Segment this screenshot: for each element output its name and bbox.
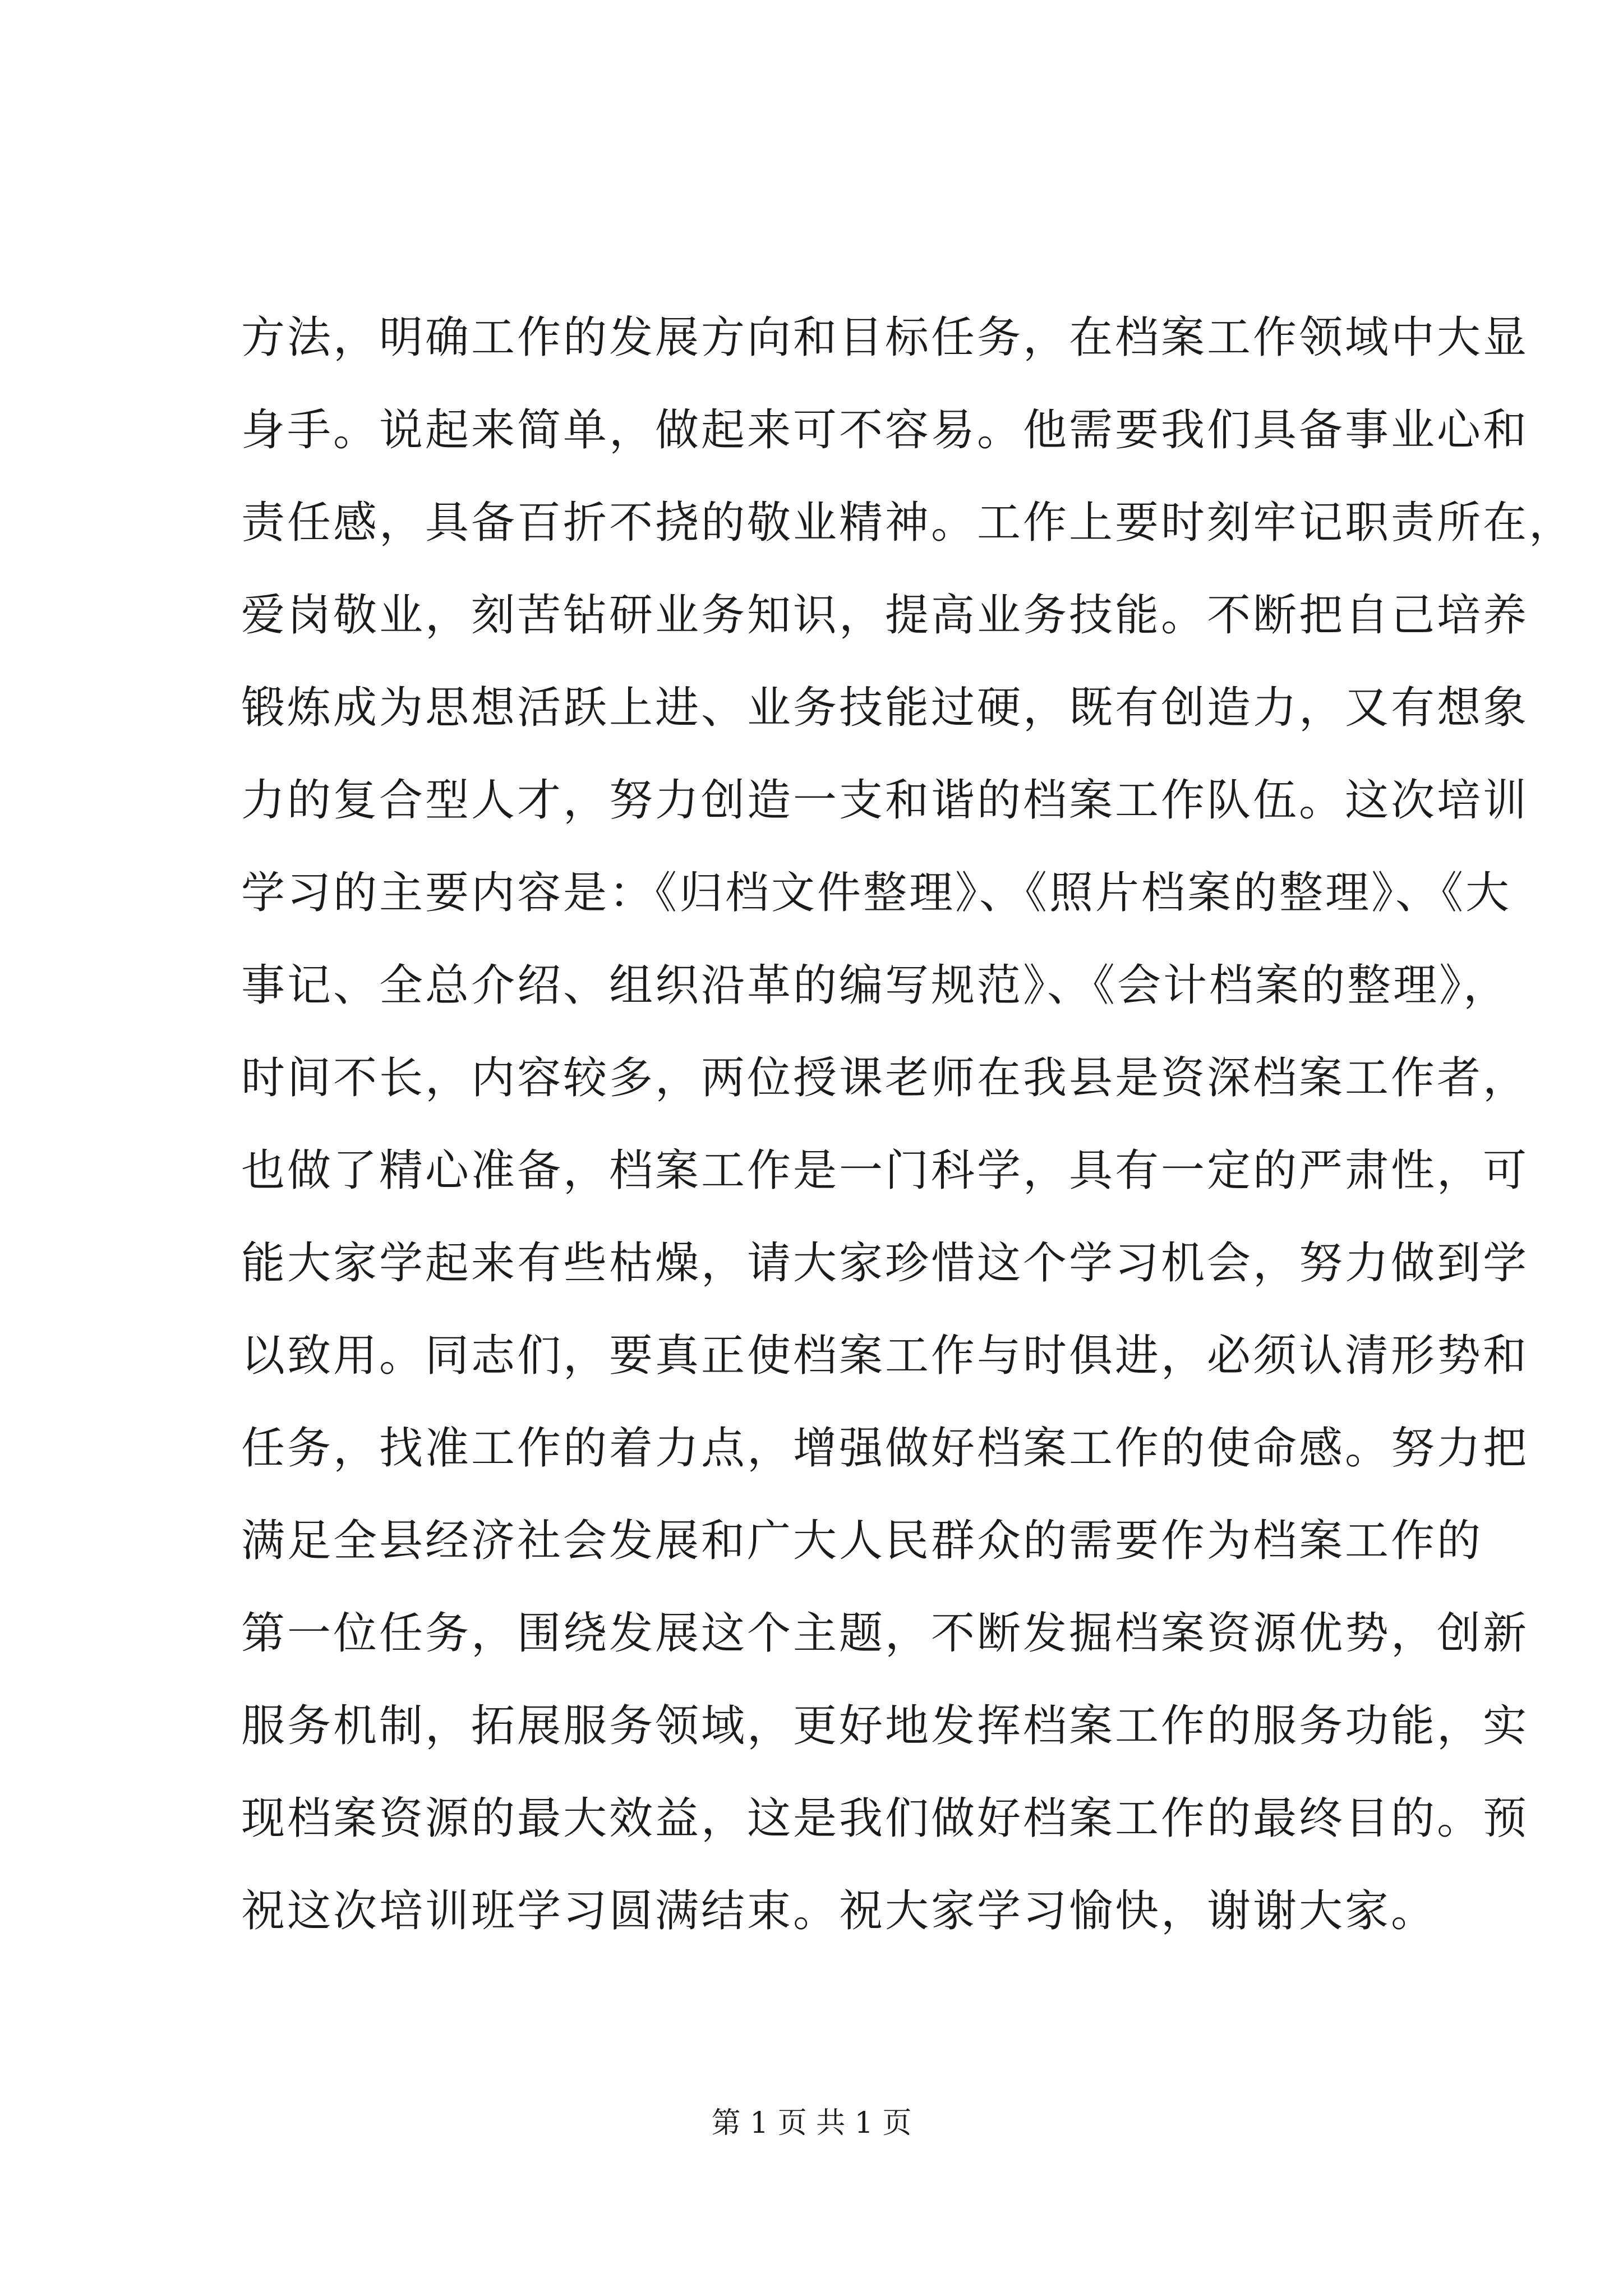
text-line: 力的复合型人才，努力创造一支和谐的档案工作队伍。这次培训 [241, 775, 1529, 826]
page-footer: 第 1 页 共 1 页 [711, 2106, 912, 2140]
text-line: 满足全县经济社会发展和广大人民群众的需要作为档案工作的 [241, 1516, 1483, 1566]
text-line: 现档案资源的最大效益，这是我们做好档案工作的最终目的。预 [241, 1793, 1529, 1844]
text-line: 责任感，具备百折不挠的敬业精神。工作上要时刻牢记职责所在， [241, 498, 1575, 548]
text-line: 祝这次培训班学习圆满结束。祝大家学习愉快，谢谢大家。 [241, 1886, 1437, 1936]
text-line: 爱岗敬业，刻苦钻研业务知识，提高业务技能。不断把自己培养 [241, 590, 1529, 641]
text-line: 以致用。同志们，要真正使档案工作与时俱进，必须认清形势和 [241, 1331, 1529, 1381]
text-line: 也做了精心准备，档案工作是一门科学，具有一定的严肃性，可 [241, 1145, 1529, 1196]
text-line: 事记、全总介绍、组织沿革的编写规范》、《会计档案的整理》， [241, 960, 1510, 1011]
text-line: 身手。说起来简单，做起来可不容易。他需要我们具备事业心和 [241, 405, 1529, 455]
text-line: 任务，找准工作的着力点，增强做好档案工作的使命感。努力把 [241, 1423, 1529, 1474]
text-line: 方法，明确工作的发展方向和目标任务，在档案工作领域中大显 [241, 312, 1529, 363]
text-line: 服务机制，拓展服务领域，更好地发挥档案工作的服务功能，实 [241, 1701, 1529, 1751]
text-line: 第一位任务，围绕发展这个主题，不断发掘档案资源优势，创新 [241, 1608, 1529, 1659]
text-line: 学习的主要内容是：《归档文件整理》、《照片档案的整理》、《大 [241, 868, 1512, 918]
text-line: 锻炼成为思想活跃上进、业务技能过硬，既有创造力，又有想象 [241, 683, 1529, 733]
text-line: 时间不长，内容较多，两位授课老师在我县是资深档案工作者， [241, 1053, 1529, 1103]
text-line: 能大家学起来有些枯燥，请大家珍惜这个学习机会，努力做到学 [241, 1238, 1529, 1289]
body-text [241, 292, 1575, 1958]
